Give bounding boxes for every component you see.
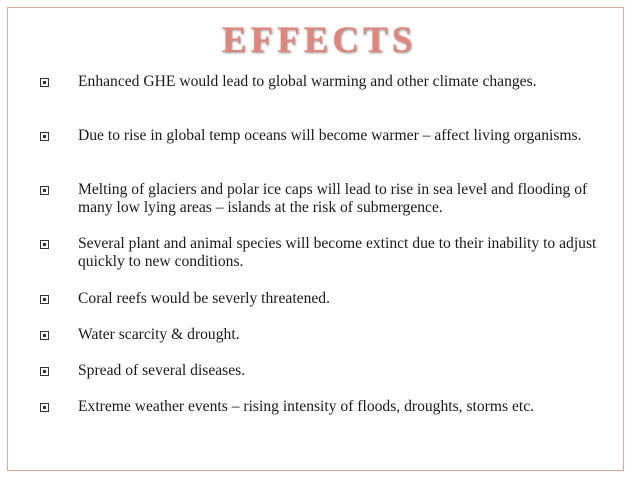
bullet-text: Enhanced GHE would lead to global warming and other climate changes. (78, 73, 537, 90)
bullet-item (40, 235, 605, 271)
bullet-item (40, 398, 605, 434)
square-bullet-icon (40, 186, 49, 195)
square-bullet-icon (40, 240, 49, 249)
square-bullet-icon (40, 295, 49, 304)
square-bullet-icon (40, 331, 49, 340)
bullet-item (40, 362, 605, 380)
bullet-text: Extreme weather events – rising intensity of floods, droughts, storms etc. (78, 398, 535, 415)
bullet-item (40, 290, 605, 308)
slide-title: EFFECTS (221, 20, 417, 61)
bullet-item (40, 181, 605, 217)
bullet-text: Due to rise in global temp oceans will become warmer – affect living organisms. (78, 127, 582, 144)
square-bullet-icon (40, 403, 49, 412)
bullet-text: Water scarcity & drought. (78, 326, 240, 343)
bullet-item (40, 73, 605, 109)
bullet-list (40, 73, 605, 434)
bullet-item (40, 326, 605, 344)
square-bullet-icon (40, 367, 49, 376)
bullet-text: Melting of glaciers and polar ice caps will lead to rise in sea level and flooding of many low lying areas – islands at the risk of submergence. (78, 181, 588, 216)
square-bullet-icon (40, 78, 49, 87)
bullet-text: Spread of several diseases. (78, 362, 246, 379)
bullet-text: Several plant and animal species will become extinct due to their inability to adjust quickly to new conditions. (78, 235, 597, 270)
bullet-text: Coral reefs would be severly threatened. (78, 290, 330, 307)
square-bullet-icon (40, 132, 49, 141)
bullet-item (40, 127, 605, 163)
